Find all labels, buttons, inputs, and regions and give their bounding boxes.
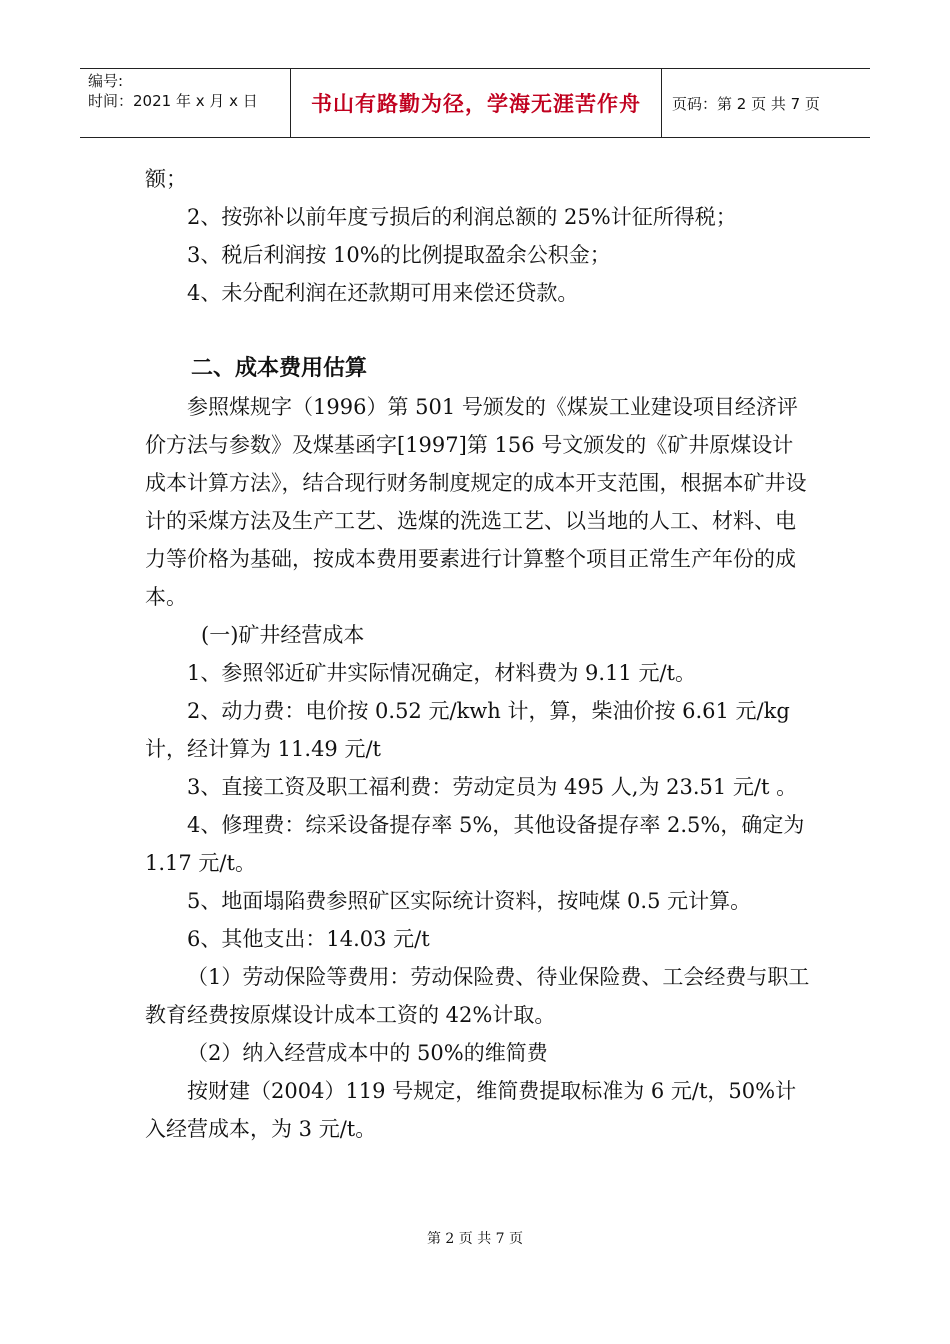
cost-item: 1、参照邻近矿井实际情况确定，材料费为 9.11 元/t。 bbox=[187, 661, 696, 685]
paragraph: 3、税后利润按 10%的比例提取盈余公积金； bbox=[187, 243, 611, 267]
cost-item: （2）纳入经营成本中的 50%的维简费 bbox=[187, 1041, 548, 1065]
header-motto: 书山有路勤为径，学海无涯苦作舟 bbox=[291, 69, 662, 137]
doc-time-label: 时间：2021 年 x 月 x 日 bbox=[88, 92, 258, 110]
cost-item: 5、地面塌陷费参照矿区实际统计资料，按吨煤 0.5 元计算。 bbox=[187, 889, 752, 913]
cost-item: 2、动力费：电价按 0.52 元/kwh 计，算，柴油价按 6.61 元/kg 计，经计算为 11.49 元/t bbox=[145, 699, 790, 761]
subsection-title: (一)矿井经营成本 bbox=[201, 623, 365, 647]
cost-item: 6、其他支出：14.03 元/t bbox=[187, 927, 430, 951]
cost-item: 4、修理费：综采设备提存率 5%，其他设备提存率 2.5%，确定为 1.17 元/t。 bbox=[145, 813, 805, 875]
page-footer: 第 2 页 共 7 页 bbox=[426, 1231, 524, 1247]
document-body bbox=[145, 160, 810, 1148]
cost-item: （1）劳动保险等费用：劳动保险费、待业保险费、工会经费与职工教育经费按原煤设计成本工资的 42%计取。 bbox=[145, 965, 810, 1027]
cost-item: 3、直接工资及职工福利费：劳动定员为 495 人,为 23.51 元/t 。 bbox=[187, 775, 798, 799]
header-meta bbox=[80, 69, 291, 137]
header-page-code: 页码：第 2 页 共 7 页 bbox=[672, 94, 820, 113]
page-header bbox=[80, 68, 870, 138]
paragraph: 4、未分配利润在还款期可用来偿还贷款。 bbox=[187, 281, 579, 305]
paragraph: 额； bbox=[145, 167, 187, 191]
doc-number-label: 编号: bbox=[88, 72, 124, 90]
intro-paragraph: 参照煤规字（1996）第 501 号颁发的《煤炭工业建设项目经济评价方法与参数》及煤基函字[1997]第 156 号文颁发的《矿井原煤设计成本计算方法》，结合现行财务制度规定的成本开支范围，根据本矿井设计的采煤方法及生产工艺、选煤的洗选工艺、以当地的人工、材料、电力等价格为基础，按成本费用要素进行计算整个项目正常生产年份的成本。 bbox=[145, 395, 807, 609]
cost-item: 按财建（2004）119 号规定，维简费提取标准为 6 元/t，50%计入经营成本，为 3 元/t。 bbox=[145, 1079, 797, 1141]
paragraph: 2、按弥补以前年度亏损后的利润总额的 25%计征所得税； bbox=[187, 205, 737, 229]
section-title: 二、成本费用估算 bbox=[191, 356, 368, 381]
